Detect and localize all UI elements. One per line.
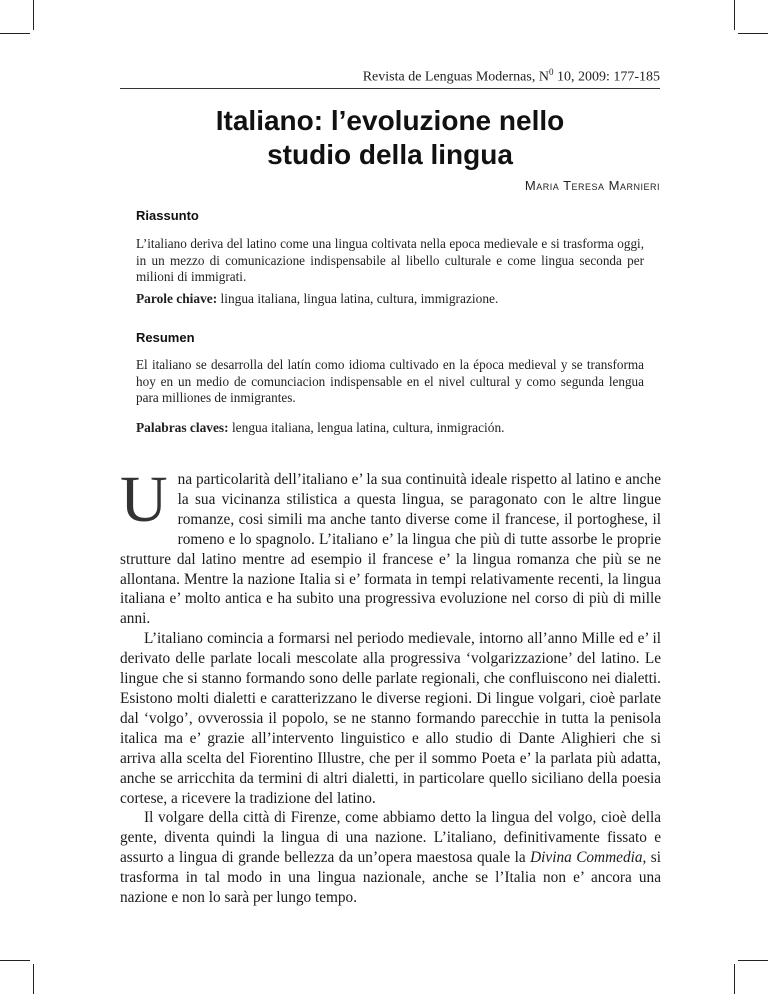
title-line-1: Italiano: l’evoluzione nello: [215, 105, 565, 136]
crop-mark: [33, 0, 34, 30]
keywords-list-es: lengua italiana, lengua latina, cultura, inmigración.: [228, 420, 505, 435]
article-body: [120, 463, 661, 908]
keywords-es: [136, 419, 644, 436]
header-rule: [120, 88, 660, 89]
issue-superscript: 0: [548, 67, 554, 77]
paragraph-3: [120, 808, 661, 908]
running-head: [0, 67, 660, 86]
keywords-label-es: Palabras claves:: [136, 420, 229, 435]
crop-mark: [734, 0, 735, 30]
paragraph-3-end: , si trasforma in tal modo in una lingua nazionale, anche se l’Italia non e’ ancora una nazione e non lo sarà per lungo tempo.: [120, 849, 661, 907]
issue-pages: 10, 2009: 177-185: [553, 69, 660, 85]
article-title: [120, 104, 660, 172]
abstract-text-it: L’italiano deriva del latino come una lingua coltivata nella epoca medievale e si trasforma oggi, in un mezzo di comunicazione indispensabile al libello culturale e come lingua seconda per milioni di immigrati.: [136, 236, 644, 284]
abstract-heading-it: Riassunto: [136, 208, 199, 223]
journal-name: Revista de Lenguas Modernas, N: [362, 69, 549, 85]
abstract-heading-es: Resumen: [136, 330, 195, 345]
crop-mark: [0, 33, 30, 34]
crop-mark: [0, 960, 30, 961]
author-name: Maria Teresa Marnieri: [524, 178, 660, 193]
work-title: Divina Commedia: [530, 849, 643, 867]
paragraph-1-text: na particolarità dell’italiano e’ la sua continuità ideale rispetto al latino e anche la sua vicinanza stilistica a questa lingua, se paragonato con le altre lingue romanze, cosi simili ma anche tanto diverse come il francese, il portoghese, il romeno e lo spagnolo. L’italiano e’ la lingua che più di tutte assorbe le proprie strutture dal latino mentre ad esempio il francese e’ la lingua romanza che più se ne allontana. Mentre la nazione Italia si e’ formata in tempi relativamente recenti, la lingua italiana e’ molto antica e ha subito una progressiva evoluzione nel corso di più di mille anni.: [120, 471, 661, 628]
keywords-list-it: lingua italiana, lingua latina, cultura, immigrazione.: [217, 291, 499, 306]
title-line-2: studio della lingua: [267, 139, 513, 170]
crop-mark: [734, 964, 735, 994]
paragraph-2: L’italiano comincia a formarsi nel periodo medievale, intorno all’anno Mille ed e’ il derivato delle parlate locali mescolate alla progressiva ‘volgarizzazione’ del latino. Le lingue che si stanno formando sono delle parlate regionali, che confluiscono nei dialetti. Esistono molti dialetti e caratterizzano le diverse regioni. Di lingue volgari, cioè parlate dal ‘volgo’, ovverossia il popolo, se ne stanno formando parecchie in tutta la penisola italica ma e’ grazie all’intervento linguistico e allo studio di Dante Alighieri che si arriva alla scelta del Fiorentino Illustre, che per il sommo Poeta e’ la parlata più adatta, anche se arricchita da termini di altri dialetti, in particolare quello siciliano della poesia cortese, a ricevere la tradizione del latino.: [120, 630, 661, 807]
abstract-text-es: El italiano se desarrolla del latín como idioma cultivado en la época medieval y se transforma hoy en un medio de comunciacion indispensable en el nivel cultural y como segunda lengua para milliones de inmigrantes.: [136, 357, 644, 405]
keywords-it: [136, 290, 644, 307]
keywords-label-it: Parole chiave:: [136, 291, 218, 306]
crop-mark: [33, 964, 34, 994]
crop-mark: [738, 960, 768, 961]
paragraph-1: [120, 463, 661, 629]
crop-mark: [738, 33, 768, 34]
paragraph-3-start: Il volgare della città di Firenze, come abbiamo detto la lingua del volgo, cioè della gente, diventa quindi la lingua di una nazione. L’italiano, definitivamente fissato e assurto a lingua di grande bellezza da un’opera maestosa quale la: [120, 809, 661, 867]
drop-cap: U: [120, 463, 168, 536]
